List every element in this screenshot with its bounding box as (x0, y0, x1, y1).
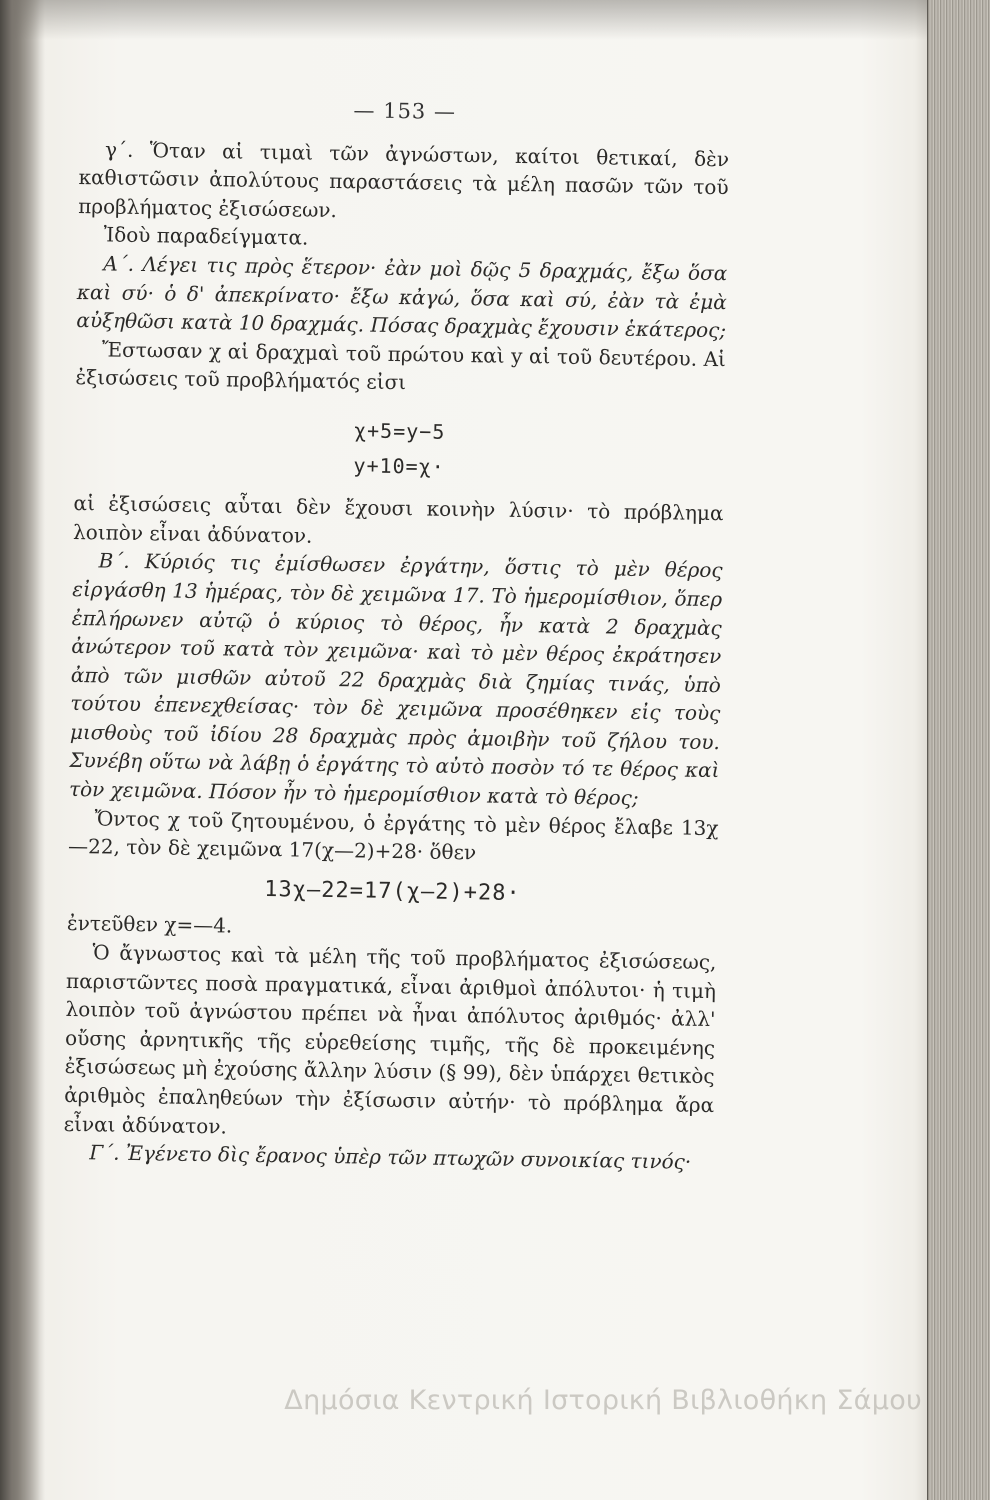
equation-3: 13χ—22=17(χ—2)+28· (264, 876, 521, 906)
example-a-conclusion: αἱ ἐξισώσεις αὗται δὲν ἔχουσι κοινὴν λύσιν· τὸ πρόβλημα λοιπὸν εἶναι ἀδύνατον. (72, 491, 724, 548)
page-text (63, 92, 730, 1177)
example-a-setup: Ἔστωσαν χ αἱ δραχμαὶ τοῦ πρώτου καὶ y αἱ τοῦ δευτέρου. Αἱ ἐξισώσεις τοῦ προβλήματός εἰσι (75, 337, 727, 395)
example-b-discussion: Ὁ ἄγνωστος καὶ τὰ μέλη τῆς τοῦ προβλήματος ἐξισώσεως, παριστῶντες ποσὰ πραγματικά, εἶναι ἀριθμοὶ ἀπόλυτοι· ἡ τιμὴ λοιπὸν τοῦ ἀγνώστου πρέπει νὰ ἦναι ἀπόλυτος ἀριθμός· ἀλλ' οὔσης ἀρνητικῆς τῆς εὑρεθείσης τιμῆς, τῆς δὲ προκειμένης ἐξισώσεως μὴ ἐχούσης ἄλλην λύσιν (§ 99), δὲν ὑπάρχει θετικὸς ἀριθμὸς ἐπαληθεύων τὴν ἐξίσωσιν αὐτήν· τὸ πρόβλημα ἄρα εἶναι ἀδύνατον. (63, 940, 717, 1139)
paragraph-examples-intro: Ἰδοὺ παραδείγματα. (103, 222, 309, 250)
example-c-problem: Γ΄. Ἐγένετο δὶς ἔρανος ὑπὲρ τῶν πτωχῶν συνοικίας τινός· (89, 1140, 692, 1174)
equation-2: y+10=χ· (353, 452, 445, 479)
equation-1: χ+5=y−5 (353, 418, 446, 444)
example-b-problem: Β΄. Κύριός τις ἐμίσθωσεν ἐργάτην, ὅστις τὸ μὲν θέρος εἰργάσθη 13 ἡμέρας, τὸν δὲ χειμῶνα 17. Τὸ ἡμερομίσθιον, ὅπερ ἐπλήρωνεν αὐτῷ ὁ κύριος τὸ θέρος, ἦν κατὰ 2 δραχμὰς ἀνώτερον τοῦ κατὰ τὸν χειμῶνα· καὶ τὸ μὲν θέρος ἐκράτησεν ἀπὸ τῶν μισθῶν αὐτοῦ 22 δραχμὰς διὰ ζημίας τινάς, ὑπὸ τούτου ἐπενεχθείσας· τὸν δὲ χειμῶνα προσέθηκεν εἰς τοὺς μισθοὺς τοῦ ἰδίου 28 δραχμὰς πρὸς ἀμοιβὴν τοῦ ζήλου του. Συνέβη οὕτω νὰ λάβῃ ὁ ἐργάτης τὸ αὐτὸ ποσὸν τό τε θέρος καὶ τὸν χειμῶνα. Πόσον ἦν τὸ ἡμερομίσθιον κατὰ τὸ θέρος; (68, 548, 723, 810)
example-b-result: ἐντεῦθεν χ=—4. (66, 911, 233, 938)
example-a-problem: Α΄. Λέγει τις πρὸς ἕτερον· ἐὰν μοὶ δῷς 5 δραχμάς, ἔξω ὅσα καὶ σύ· ὁ δ' ἀπεκρίνατο· ἔξω κἀγώ, ὅσα καὶ σύ, ἐὰν τὰ ἐμὰ αὐξηθῶσι κατὰ 10 δραχμάς. Πόσας δραχμὰς ἔχουσιν ἑκάτερος; (76, 251, 728, 343)
paragraph-condition-gamma: γ΄. Ὅταν αἱ τιμαὶ τῶν ἀγνώστων, καίτοι θετικαί, δὲν καθιστῶσιν ἀπολύτους παραστάσεις τὰ μέλη πασῶν τῶν τοῦ προβλήματος ἐξισώσεων. (78, 136, 730, 222)
top-shadow (0, 0, 990, 40)
book-gutter (0, 0, 45, 1500)
book-page-edges (927, 0, 990, 1500)
example-b-setup: Ὄντος χ τοῦ ζητουμένου, ὁ ἐργάτης τὸ μὲν θέρος ἔλαβε 13χ—22, τὸν δὲ χειμῶνα 17(χ—2)+28· ὅθεν (67, 805, 719, 865)
page-number: — 153 — (353, 98, 457, 124)
library-watermark: Δημόσια Κεντρική Ιστορική Βιβλιοθήκη Σάμου (284, 1385, 922, 1416)
